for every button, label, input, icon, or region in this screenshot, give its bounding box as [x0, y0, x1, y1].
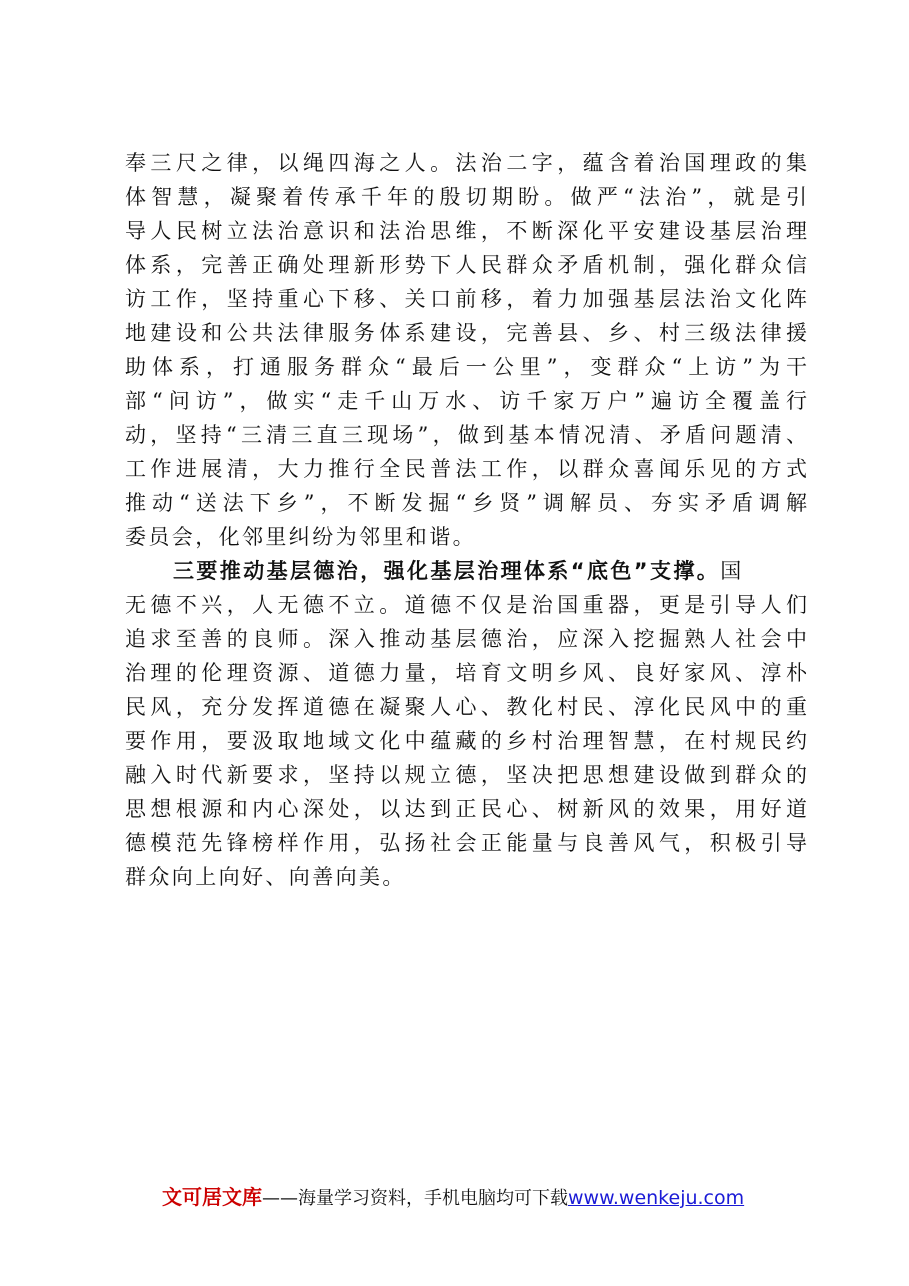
footer-tagline: ——海量学习资料，手机电脑均可下载	[262, 1188, 568, 1209]
section-heading: 三要推动基层德治，强化基层治理体系“底色”支撑。	[173, 559, 721, 583]
footer-banner	[162, 1183, 802, 1211]
footer-brand: 文可居文库	[162, 1185, 262, 1209]
text-line: 治理的伦理资源、道德力量，培育文明乡风、良好家风、淳朴	[125, 661, 807, 685]
text-line: 无德不兴，人无德不立。道德不仅是治国重器，更是引导人们	[125, 593, 807, 617]
text-line: 体系，完善正确处理新形势下人民群众矛盾机制，强化群众信	[125, 253, 807, 277]
text-line: 群众向上向好、向善向美。	[125, 865, 406, 889]
text-line: 民风，充分发挥道德在凝聚人心、教化村民、淳化民风中的重	[125, 695, 807, 719]
text-line: 导人民树立法治意识和法治思维，不断深化平安建设基层治理	[125, 219, 807, 243]
text-line: 委员会，化邻里纠纷为邻里和谐。	[125, 525, 476, 549]
text-line: 地建设和公共法律服务体系建设，完善县、乡、村三级法律援	[125, 321, 807, 345]
text-line: 要作用，要汲取地域文化中蕴藏的乡村治理智慧，在村规民约	[125, 729, 807, 753]
text-line: 推动“送法下乡”，不断发掘“乡贤”调解员、夯实矛盾调解	[125, 491, 807, 515]
text-line: 追求至善的良师。深入推动基层德治，应深入挖掘熟人社会中	[125, 627, 807, 651]
text-line: 工作进展清，大力推行全民普法工作，以群众喜闻乐见的方式	[125, 457, 807, 481]
footer-site-link[interactable]: www.wenkeju.com	[568, 1187, 745, 1209]
text-line: 融入时代新要求，坚持以规立德，坚决把思想建设做到群众的	[125, 763, 807, 787]
text-line: 体智慧，凝聚着传承千年的殷切期盼。做严“法治”，就是引	[125, 185, 807, 209]
text-line: 奉三尺之律，以绳四海之人。法治二字，蕴含着治国理政的集	[125, 151, 807, 175]
text-line: 助体系，打通服务群众“最后一公里”，变群众“上访”为干	[125, 355, 807, 379]
text-line: 访工作，坚持重心下移、关口前移，着力加强基层法治文化阵	[125, 287, 807, 311]
text-line: 德模范先锋榜样作用，弘扬社会正能量与良善风气，积极引导	[125, 831, 807, 855]
text-line: 部“问访”，做实“走千山万水、访千家万户”遍访全覆盖行	[125, 389, 807, 413]
paragraph-law	[125, 146, 807, 554]
text-line: 思想根源和内心深处，以达到正民心、树新风的效果，用好道	[125, 797, 807, 821]
heading-tail-text: 国	[720, 559, 744, 583]
body-text	[125, 146, 807, 894]
text-line	[125, 554, 807, 588]
text-line: 动，坚持“三清三直三现场”，做到基本情况清、矛盾问题清、	[125, 423, 807, 447]
paragraph-morality	[125, 554, 807, 894]
